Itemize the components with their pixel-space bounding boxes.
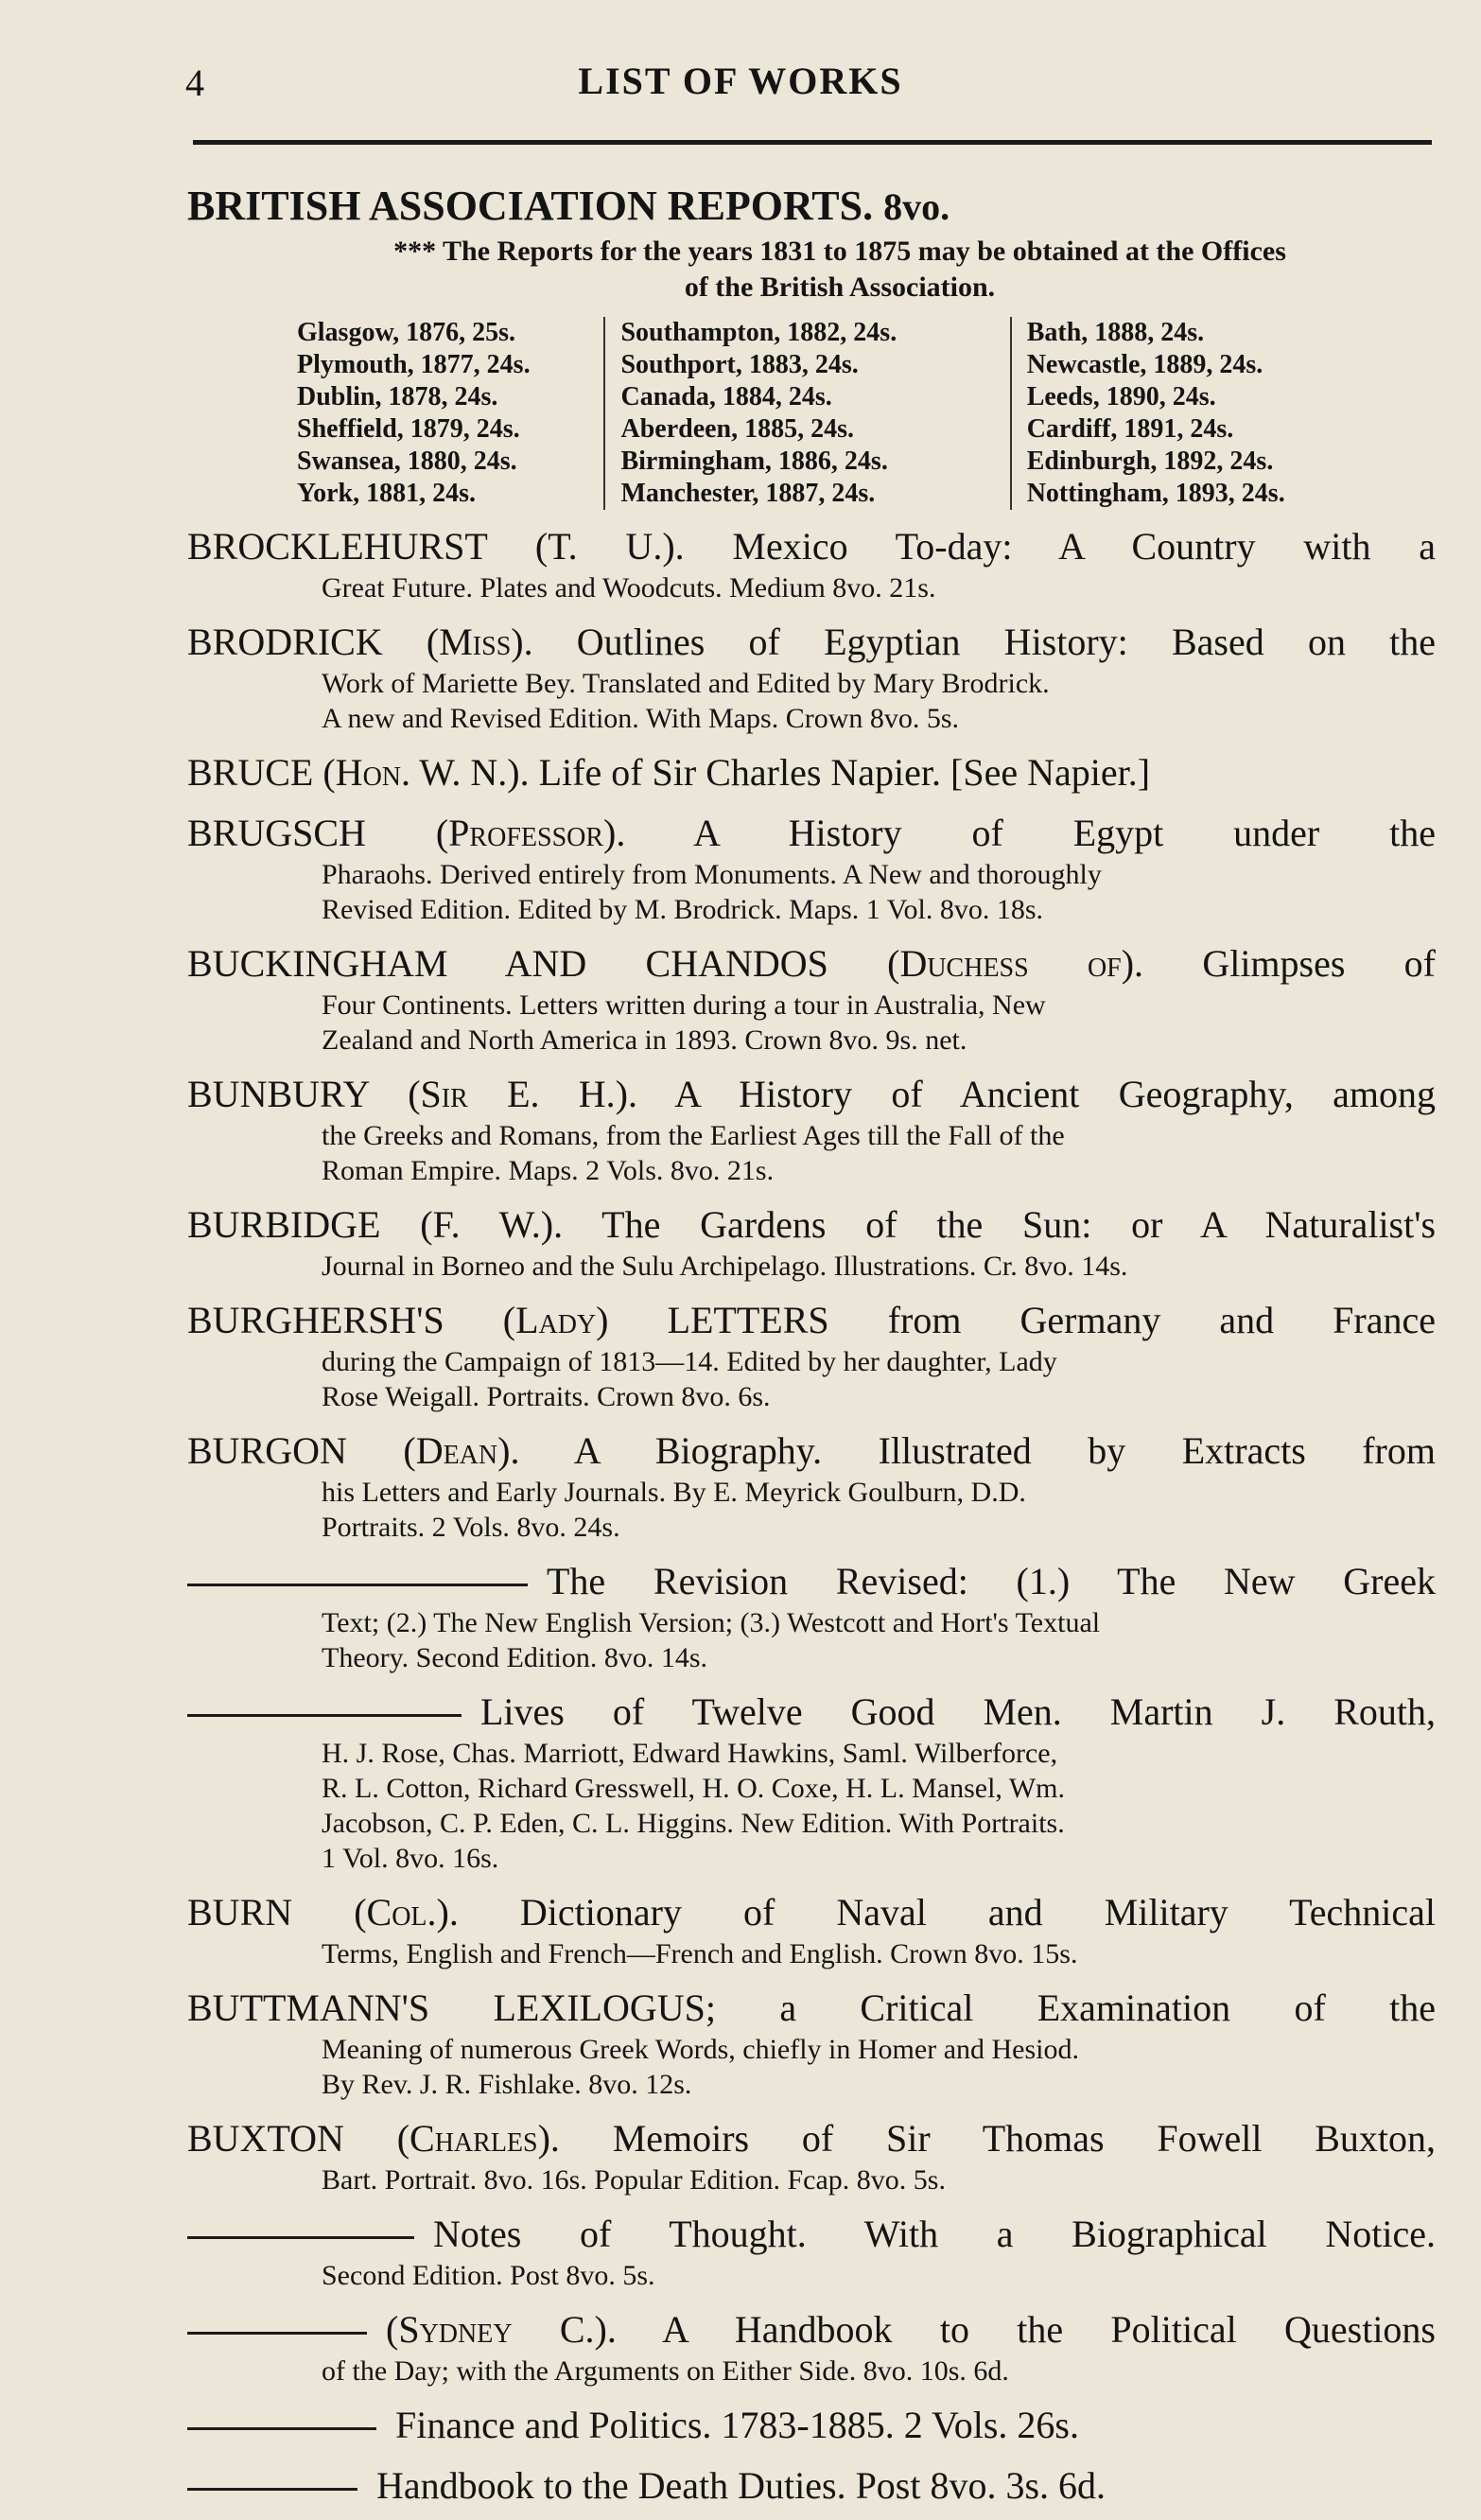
entry-heading [187, 2462, 1436, 2510]
entry-title: Notes of Thought. With a Biographical Notice. [433, 2213, 1436, 2255]
entry-heading [187, 1071, 1436, 1118]
report-item: Bath, 1888, 24s. [1026, 318, 1205, 347]
section-note [187, 234, 1445, 306]
reports-column-2 [603, 317, 1011, 510]
entry-description-line: 1 Vol. 8vo. 16s. [322, 1843, 499, 1874]
entry-title: Life of Sir Charles Napier. [See Napier.] [538, 751, 1151, 794]
report-item: York, 1881, 24s. [297, 479, 477, 508]
ditto-dash [187, 2332, 367, 2335]
catalog-entry [187, 1889, 1436, 1971]
report-item: Newcastle, 1889, 24s. [1026, 350, 1263, 379]
entry-heading [187, 619, 1436, 666]
entry-description-line: Bart. Portrait. 8vo. 16s. Popular Edition. Fcap. 8vo. 5s. [322, 2164, 946, 2196]
catalog-entry [187, 2115, 1436, 2197]
entry-author-qualifier: (Hon. W. N.). [322, 751, 530, 794]
entry-description-line: Pharaohs. Derived entirely from Monuments. A New and thoroughly [322, 859, 1102, 890]
entry-title: Glimpses of [1202, 942, 1436, 985]
report-item: Dublin, 1878, 24s. [297, 382, 498, 411]
entry-author-qualifier: (Professor). [435, 812, 626, 854]
entry-description-line: Terms, English and French—French and English. Crown 8vo. 15s. [322, 1938, 1078, 1969]
ditto-dash [187, 2427, 376, 2430]
entry-title: The Revision Revised: (1.) The New Greek [547, 1560, 1436, 1602]
entry-author-qualifier: (T. U.). [534, 525, 685, 568]
report-item: Cardiff, 1891, 24s. [1026, 414, 1234, 444]
entry-title: Dictionary of Naval and Military Technical [519, 1891, 1437, 1934]
entry-author-qualifier: (Dean). [403, 1429, 520, 1472]
section-note-line2: of the British Association. [684, 271, 996, 303]
entry-author: BURN [187, 1891, 293, 1934]
entry-title: Finance and Politics. 1783-1885. 2 Vols. 26s. [395, 2404, 1079, 2446]
ditto-dash [187, 2488, 357, 2491]
catalog-entry [187, 1558, 1436, 1675]
entry-author: BUTTMANN'S LEXILOGUS; [187, 1986, 716, 2029]
page-content [187, 180, 1436, 2510]
catalog-entry [187, 1427, 1436, 1545]
entry-description-line: Jacobson, C. P. Eden, C. L. Higgins. New Edition. With Portraits. [322, 1808, 1065, 1839]
report-item: Sheffield, 1879, 24s. [297, 414, 520, 444]
entry-heading [187, 2115, 1436, 2162]
entry-heading [187, 1201, 1436, 1249]
entry-heading [187, 1889, 1436, 1936]
catalog-entry [187, 810, 1436, 927]
entry-title: LETTERS from Germany and France [667, 1299, 1436, 1341]
entry-author-qualifier: (F. W.). [420, 1203, 564, 1246]
running-title: LIST OF WORKS [578, 60, 903, 102]
catalog-entry [187, 940, 1436, 1058]
entry-author-qualifier: (Sydney C.). [386, 2308, 617, 2351]
entry-author: BURGHERSH'S [187, 1299, 444, 1341]
entry-heading [187, 1297, 1436, 1344]
entry-title: A History of Ancient Geography, among [674, 1073, 1436, 1115]
report-item: Manchester, 1887, 24s. [620, 479, 876, 508]
report-item: Birmingham, 1886, 24s. [620, 446, 888, 476]
entry-heading [187, 1689, 1436, 1736]
entry-author: BROCKLEHURST [187, 525, 488, 568]
entry-description-line: Zealand and North America in 1893. Crown 8vo. 9s. net. [322, 1024, 967, 1056]
entry-description-line: Rose Weigall. Portraits. Crown 8vo. 6s. [322, 1381, 771, 1412]
entry-heading [187, 2211, 1436, 2258]
report-item: Canada, 1884, 24s. [620, 382, 832, 411]
entry-description-line: the Greeks and Romans, from the Earliest Ages till the Fall of the [322, 1120, 1065, 1151]
entry-author-qualifier: (Lady) [502, 1299, 609, 1341]
entry-author-qualifier: (Duchess of). [887, 942, 1144, 985]
report-item: Edinburgh, 1892, 24s. [1026, 446, 1274, 476]
entry-author: BRUGSCH [187, 812, 366, 854]
entry-author-qualifier: (Miss). [426, 621, 533, 663]
entry-description-line: Portraits. 2 Vols. 8vo. 24s. [322, 1512, 620, 1543]
report-item: Plymouth, 1877, 24s. [297, 350, 531, 379]
entry-author: BURBIDGE [187, 1203, 381, 1246]
entry-heading [187, 810, 1436, 857]
entry-heading [187, 1985, 1436, 2032]
report-item: Southport, 1883, 24s. [620, 350, 859, 379]
catalog-entry [187, 1071, 1436, 1188]
entry-title: A Handbook to the Political Questions [661, 2308, 1436, 2351]
entry-description-line: his Letters and Early Journals. By E. Meyrick Goulburn, D.D. [322, 1477, 1026, 1508]
entry-author: BUCKINGHAM AND CHANDOS [187, 942, 828, 985]
header-rule [193, 140, 1432, 145]
entry-description-line: By Rev. J. R. Fishlake. 8vo. 12s. [322, 2069, 692, 2100]
entry-description-line: Theory. Second Edition. 8vo. 14s. [322, 1642, 708, 1673]
entry-heading [187, 523, 1436, 570]
ditto-dash [187, 1714, 462, 1717]
ditto-dash [187, 2236, 414, 2239]
entry-description-line: Revised Edition. Edited by M. Brodrick. Maps. 1 Vol. 8vo. 18s. [322, 894, 1044, 925]
entry-author: BUXTON [187, 2117, 344, 2160]
report-item: Glasgow, 1876, 25s. [297, 318, 516, 347]
entry-title: Outlines of Egyptian History: Based on the [576, 621, 1437, 663]
entry-title: Mexico To-day: A Country with a [732, 525, 1437, 568]
catalog-entry [187, 1689, 1436, 1876]
catalog-entry [187, 2211, 1436, 2293]
section-format: 8vo. [883, 185, 950, 228]
report-item: Leeds, 1890, 24s. [1026, 382, 1216, 411]
catalog-entry [187, 1201, 1436, 1284]
catalog-entry [187, 1297, 1436, 1414]
entries-list [187, 523, 1436, 2510]
entry-author-qualifier: (Col.). [354, 1891, 459, 1934]
report-item: Swansea, 1880, 24s. [297, 446, 517, 476]
entry-title: Lives of Twelve Good Men. Martin J. Routh, [480, 1690, 1436, 1733]
entry-author: BRODRICK [187, 621, 383, 663]
report-item: Southampton, 1882, 24s. [620, 318, 897, 347]
entry-heading [187, 749, 1436, 796]
entry-heading [187, 1558, 1436, 1605]
entry-description-line: Journal in Borneo and the Sulu Archipelago. Illustrations. Cr. 8vo. 14s. [322, 1251, 1128, 1282]
entry-heading [187, 940, 1436, 988]
ditto-dash [187, 1584, 528, 1586]
entry-author-qualifier: (Charles). [396, 2117, 560, 2160]
catalog-entry [187, 523, 1436, 605]
entry-description-line: of the Day; with the Arguments on Either Side. 8vo. 10s. 6d. [322, 2355, 1009, 2387]
catalog-entry [187, 2402, 1436, 2449]
entry-description-line: Second Edition. Post 8vo. 5s. [322, 2260, 655, 2291]
catalog-entry [187, 749, 1436, 796]
entry-title: Memoirs of Sir Thomas Fowell Buxton, [612, 2117, 1436, 2160]
entry-description-line: H. J. Rose, Chas. Marriott, Edward Hawkins, Saml. Wilberforce, [322, 1738, 1058, 1769]
entry-title: The Gardens of the Sun: or A Naturalist's [601, 1203, 1437, 1246]
entry-author: BUNBURY [187, 1073, 369, 1115]
section-note-line1: *** The Reports for the years 1831 to 1875 may be obtained at the Offices [393, 236, 1286, 267]
entry-description-line: Text; (2.) The New English Version; (3.) Westcott and Hort's Textual [322, 1607, 1101, 1638]
entry-author-qualifier: (Sir E. H.). [408, 1073, 638, 1115]
entry-description-line: R. L. Cotton, Richard Gresswell, H. O. Coxe, H. L. Mansel, Wm. [322, 1773, 1066, 1804]
entry-title: Handbook to the Death Duties. Post 8vo. 3s. 6d. [376, 2464, 1106, 2507]
reports-column-1 [282, 317, 603, 510]
entry-author: BURGON [187, 1429, 347, 1472]
catalog-entry [187, 1985, 1436, 2102]
section-title: BRITISH ASSOCIATION REPORTS. [187, 183, 874, 229]
reports-table [282, 317, 1388, 510]
entry-title: A History of Egypt under the [693, 812, 1436, 854]
section-heading [187, 180, 1436, 234]
entry-description-line: Work of Mariette Bey. Translated and Edited by Mary Brodrick. [322, 668, 1050, 699]
entry-heading [187, 1427, 1436, 1475]
entry-title: A Biography. Illustrated by Extracts from [573, 1429, 1436, 1472]
entry-description-line: A new and Revised Edition. With Maps. Crown 8vo. 5s. [322, 703, 960, 734]
reports-column-3 [1012, 317, 1388, 510]
entry-description-line: Great Future. Plates and Woodcuts. Medium 8vo. 21s. [322, 572, 936, 604]
entry-description-line: Meaning of numerous Greek Words, chiefly in Homer and Hesiod. [322, 2034, 1080, 2065]
entry-heading [187, 2306, 1436, 2354]
entry-heading [187, 2402, 1436, 2449]
entry-description-line: Four Continents. Letters written during a tour in Australia, New [322, 989, 1046, 1021]
entry-description-line: during the Campaign of 1813—14. Edited by her daughter, Lady [322, 1346, 1057, 1377]
entry-description-line: Roman Empire. Maps. 2 Vols. 8vo. 21s. [322, 1155, 775, 1186]
report-item: Aberdeen, 1885, 24s. [620, 414, 855, 444]
page-number: 4 [185, 61, 204, 104]
entry-author: BRUCE [187, 751, 314, 794]
report-item: Nottingham, 1893, 24s. [1026, 479, 1285, 508]
catalog-entry [187, 2306, 1436, 2389]
catalog-entry [187, 619, 1436, 736]
catalog-entry [187, 2462, 1436, 2510]
entry-title: a Critical Examination of the [779, 1986, 1436, 2029]
